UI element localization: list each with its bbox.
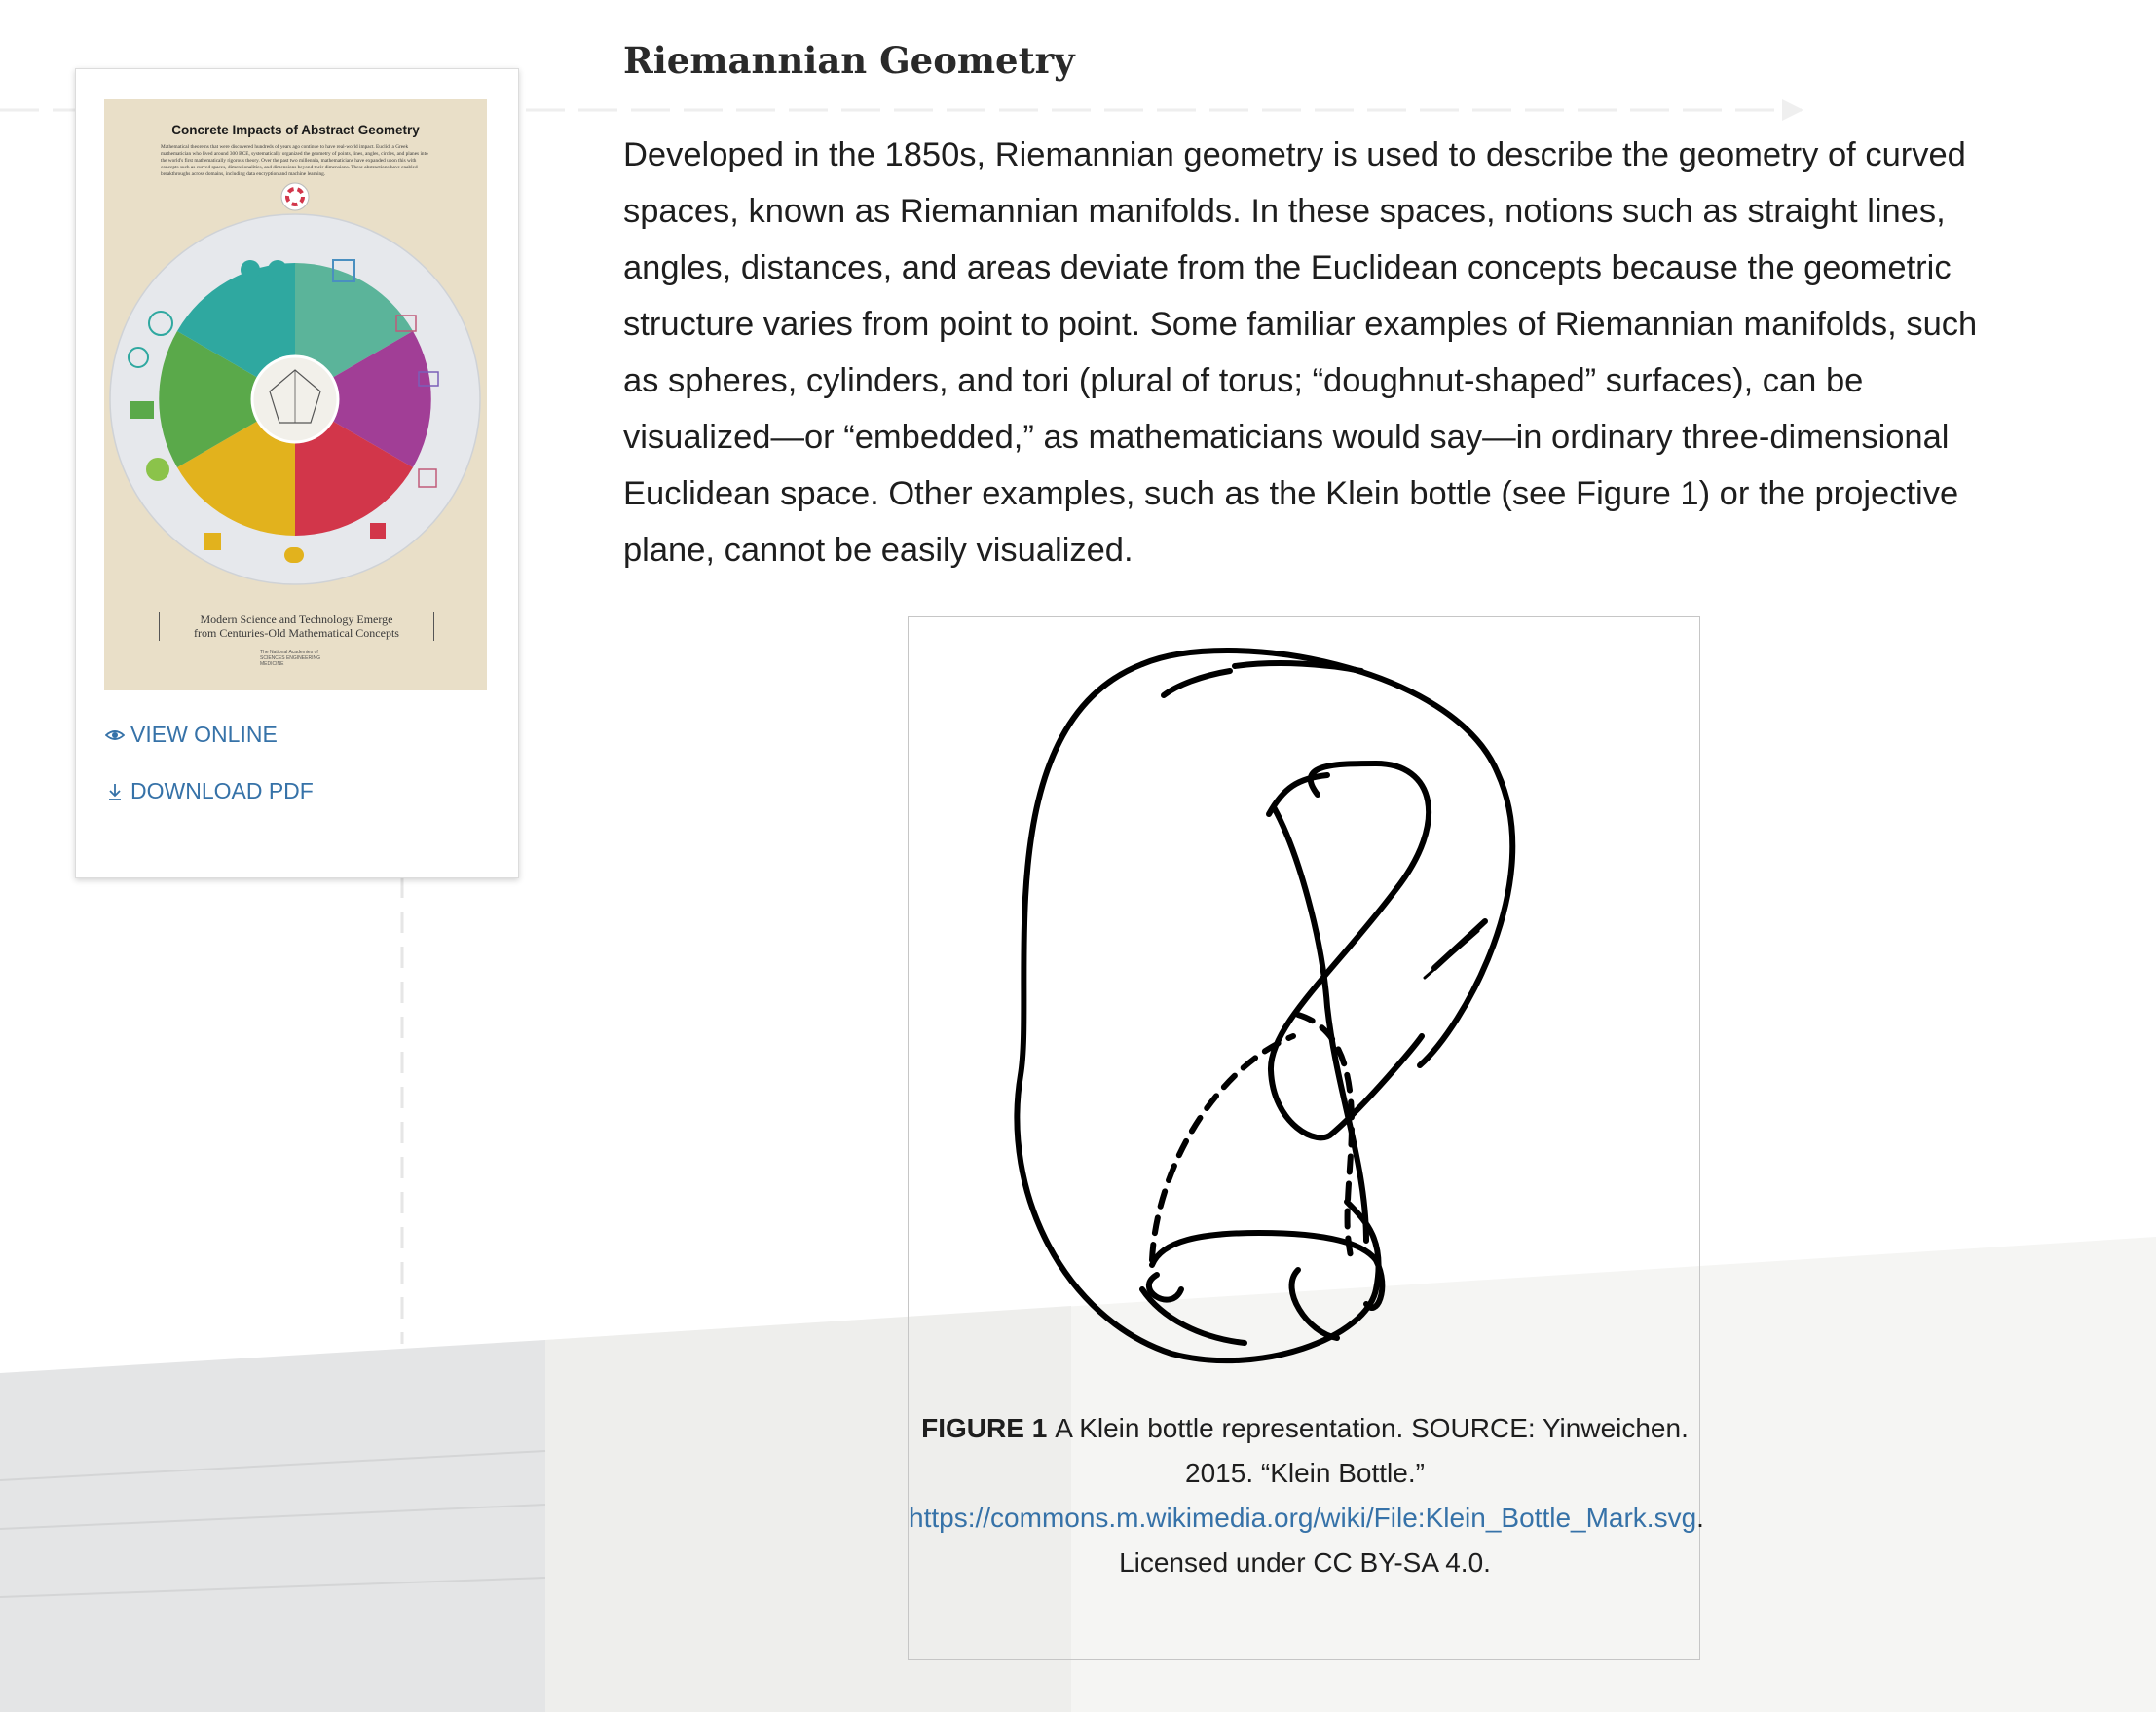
poster-logo-right: SCIENCES ENGINEERING MEDICINE bbox=[260, 655, 320, 667]
view-online-link[interactable] bbox=[105, 722, 278, 748]
klein-bottle-illustration bbox=[909, 617, 1701, 1396]
poster-thumbnail[interactable] bbox=[104, 99, 487, 690]
figure-source-link[interactable]: https://commons.m.wikimedia.org/wiki/File:Klein_Bottle_Mark.svg bbox=[909, 1503, 1697, 1533]
download-pdf-link[interactable] bbox=[105, 778, 314, 804]
poster-logo-left: The National Academies of bbox=[260, 650, 318, 655]
poster-wheel bbox=[159, 263, 431, 536]
figure-label: FIGURE 1 bbox=[921, 1413, 1048, 1443]
figure-license: Licensed under CC BY-SA 4.0. bbox=[1119, 1547, 1491, 1578]
download-icon bbox=[105, 782, 125, 801]
download-pdf-label: DOWNLOAD PDF bbox=[130, 778, 314, 803]
poster-title: Concrete Impacts of Abstract Geometry bbox=[171, 123, 420, 137]
figure-caption-text: A Klein bottle representation. SOURCE: Yinweichen. 2015. “Klein Bottle.” bbox=[1055, 1413, 1689, 1488]
view-online-label: VIEW ONLINE bbox=[130, 722, 278, 747]
section-paragraph: Developed in the 1850s, Riemannian geometry is used to describe the geometry of curved spaces, known as Riemannian manifolds. In these spaces, notions such as straight lines, angles, distances, and areas deviate from the Euclidean concepts because the geometric structure varies from point to point. Some familiar examples of Riemannian manifolds, such as spheres, cylinders, and tori (plural of torus; “doughnut-shaped” surfaces), can be visualized—or “embedded,” as mathematicians would say—in ordinary three-dimensional Euclidean space. Other examples, such as the Klein bottle (see Figure 1) or the projective plane, cannot be easily visualized. bbox=[623, 136, 1978, 569]
figure-link-period: . bbox=[1696, 1503, 1704, 1533]
poster-subtitle-line-1: Modern Science and Technology Emerge bbox=[200, 613, 393, 626]
poster-logo bbox=[260, 650, 338, 667]
poster-intro: Mathematical theorems that were discovered hundreds of years ago continue to have real-world impact. Euclid, a Greek mathematician who lived around 300 BCE, systematically organized the geometry of points, lines, angles, circles, and planes into the world's first mathematically rigorous theory. Over the past two millennia, mathematicians have expanded upon this with concepts such as curved spaces, dimensionalities, and dimensions beyond their dimensions. These abstractions have enabled breakthroughs across domains, including data encryption and machine learning. bbox=[161, 144, 428, 177]
figure-caption bbox=[909, 1406, 1704, 1585]
poster-subtitle bbox=[159, 612, 434, 641]
poster-graphic bbox=[104, 99, 487, 690]
figure-1 bbox=[908, 616, 1704, 1660]
eye-icon bbox=[105, 726, 125, 745]
poster-subtitle-line-2: from Centuries-Old Mathematical Concepts bbox=[194, 626, 399, 640]
poster-card bbox=[75, 68, 519, 878]
section-title: Riemannian Geometry bbox=[623, 39, 1075, 82]
